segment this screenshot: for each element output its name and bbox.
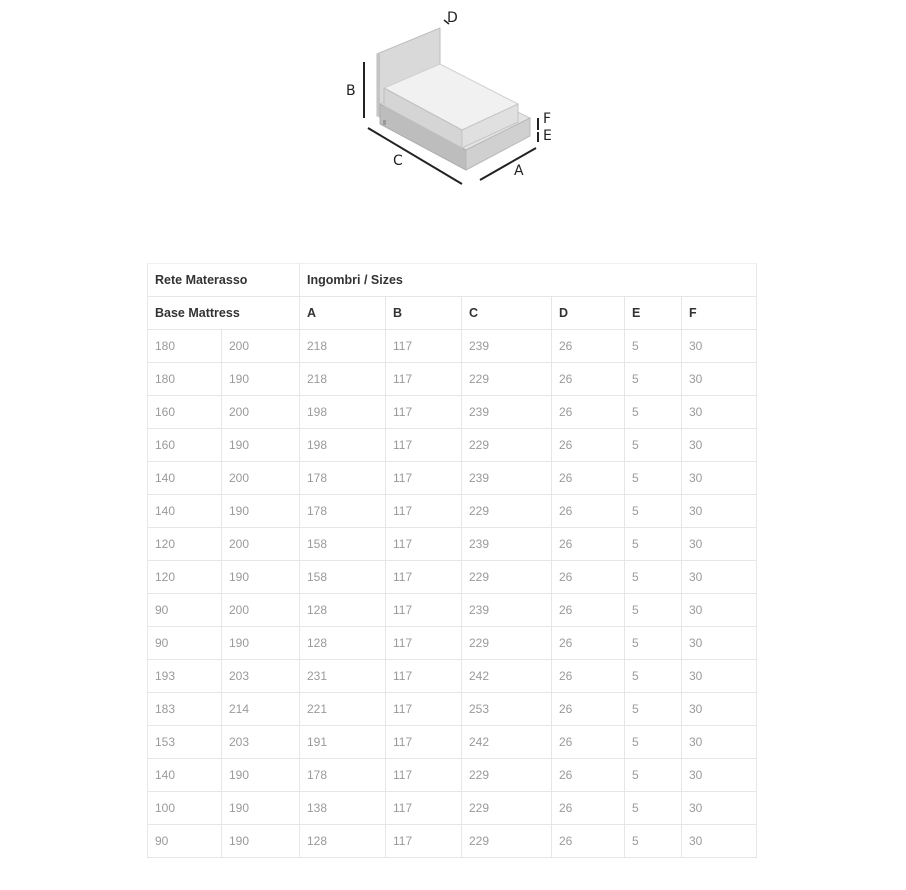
- table-cell: 30: [682, 495, 757, 528]
- table-cell: 26: [552, 693, 625, 726]
- table-cell: 229: [462, 759, 552, 792]
- table-cell: 30: [682, 396, 757, 429]
- table-cell: 117: [386, 363, 462, 396]
- table-cell: 90: [148, 594, 222, 627]
- table-cell: 30: [682, 825, 757, 858]
- table-cell: 26: [552, 792, 625, 825]
- table-cell: 229: [462, 825, 552, 858]
- table-cell: 30: [682, 363, 757, 396]
- table-row: [148, 462, 757, 495]
- header-col-e: E: [625, 297, 682, 330]
- table-row: [148, 792, 757, 825]
- dimension-label-f: F: [543, 111, 552, 127]
- table-cell: 117: [386, 429, 462, 462]
- table-cell: 30: [682, 627, 757, 660]
- table-cell: 117: [386, 495, 462, 528]
- table-cell: 200: [222, 594, 300, 627]
- table-cell: 117: [386, 462, 462, 495]
- table-cell: 30: [682, 462, 757, 495]
- table-cell: 253: [462, 693, 552, 726]
- table-header-row-1: [148, 264, 757, 297]
- table-cell: 128: [300, 825, 386, 858]
- table-header-row-2: [148, 297, 757, 330]
- table-cell: 26: [552, 330, 625, 363]
- table-cell: 200: [222, 396, 300, 429]
- table-cell: 229: [462, 561, 552, 594]
- sizes-table-body: [148, 264, 757, 858]
- dimension-label-d: D: [447, 10, 458, 26]
- table-cell: 180: [148, 330, 222, 363]
- sizes-table: [147, 263, 757, 858]
- dimension-label-b: B: [346, 83, 356, 99]
- table-cell: 190: [222, 792, 300, 825]
- table-cell: 5: [625, 330, 682, 363]
- table-cell: 190: [222, 429, 300, 462]
- table-cell: 5: [625, 462, 682, 495]
- table-cell: 26: [552, 594, 625, 627]
- table-cell: 178: [300, 759, 386, 792]
- table-cell: 30: [682, 660, 757, 693]
- table-cell: 242: [462, 660, 552, 693]
- table-cell: 191: [300, 726, 386, 759]
- table-cell: 30: [682, 726, 757, 759]
- table-cell: 180: [148, 363, 222, 396]
- table-row: [148, 396, 757, 429]
- table-cell: 90: [148, 825, 222, 858]
- table-cell: 229: [462, 363, 552, 396]
- table-cell: 30: [682, 330, 757, 363]
- table-cell: 100: [148, 792, 222, 825]
- table-cell: 5: [625, 693, 682, 726]
- table-cell: 214: [222, 693, 300, 726]
- table-cell: 242: [462, 726, 552, 759]
- table-row: [148, 627, 757, 660]
- table-cell: 190: [222, 363, 300, 396]
- table-cell: 160: [148, 396, 222, 429]
- table-cell: 117: [386, 561, 462, 594]
- table-cell: 200: [222, 528, 300, 561]
- table-cell: 117: [386, 396, 462, 429]
- table-cell: 117: [386, 825, 462, 858]
- table-cell: 26: [552, 825, 625, 858]
- table-cell: 5: [625, 792, 682, 825]
- table-cell: 178: [300, 462, 386, 495]
- table-cell: 117: [386, 660, 462, 693]
- header-col-b: B: [386, 297, 462, 330]
- table-cell: 231: [300, 660, 386, 693]
- header-rete-materasso: Rete Materasso: [148, 264, 300, 297]
- table-row: [148, 561, 757, 594]
- table-cell: 218: [300, 330, 386, 363]
- table-cell: 239: [462, 396, 552, 429]
- header-ingombri-sizes: Ingombri / Sizes: [300, 264, 757, 297]
- table-cell: 200: [222, 462, 300, 495]
- table-cell: 117: [386, 528, 462, 561]
- dimension-label-c: C: [393, 153, 403, 169]
- table-cell: 30: [682, 561, 757, 594]
- table-cell: 26: [552, 363, 625, 396]
- table-cell: 5: [625, 825, 682, 858]
- table-cell: 26: [552, 660, 625, 693]
- table-cell: 190: [222, 825, 300, 858]
- table-cell: 117: [386, 627, 462, 660]
- table-cell: 30: [682, 693, 757, 726]
- table-cell: 26: [552, 726, 625, 759]
- table-cell: 239: [462, 330, 552, 363]
- table-cell: 120: [148, 561, 222, 594]
- table-cell: 117: [386, 759, 462, 792]
- table-cell: 140: [148, 462, 222, 495]
- table-cell: 203: [222, 660, 300, 693]
- table-cell: 198: [300, 429, 386, 462]
- table-row: [148, 825, 757, 858]
- dimension-label-a: A: [514, 163, 524, 179]
- table-row: [148, 660, 757, 693]
- table-row: [148, 759, 757, 792]
- table-cell: 158: [300, 528, 386, 561]
- table-cell: 239: [462, 594, 552, 627]
- table-cell: 90: [148, 627, 222, 660]
- table-cell: 30: [682, 759, 757, 792]
- table-cell: 26: [552, 495, 625, 528]
- table-cell: 190: [222, 561, 300, 594]
- table-cell: 30: [682, 429, 757, 462]
- table-cell: 128: [300, 594, 386, 627]
- table-cell: 229: [462, 429, 552, 462]
- table-row: [148, 330, 757, 363]
- table-cell: 26: [552, 429, 625, 462]
- table-cell: 160: [148, 429, 222, 462]
- table-cell: 178: [300, 495, 386, 528]
- table-cell: 198: [300, 396, 386, 429]
- table-cell: 5: [625, 594, 682, 627]
- table-cell: 193: [148, 660, 222, 693]
- table-cell: 26: [552, 561, 625, 594]
- table-cell: 183: [148, 693, 222, 726]
- table-cell: 117: [386, 792, 462, 825]
- table-row: [148, 363, 757, 396]
- table-row: [148, 594, 757, 627]
- table-cell: 229: [462, 495, 552, 528]
- table-cell: 190: [222, 627, 300, 660]
- table-cell: 26: [552, 627, 625, 660]
- table-cell: 153: [148, 726, 222, 759]
- table-row: [148, 693, 757, 726]
- table-cell: 30: [682, 528, 757, 561]
- dimension-label-e: E: [543, 128, 552, 144]
- table-cell: 158: [300, 561, 386, 594]
- table-cell: 117: [386, 693, 462, 726]
- table-cell: 128: [300, 627, 386, 660]
- table-cell: 5: [625, 660, 682, 693]
- table-cell: 140: [148, 495, 222, 528]
- table-cell: 229: [462, 792, 552, 825]
- table-cell: 239: [462, 462, 552, 495]
- table-cell: 203: [222, 726, 300, 759]
- table-cell: 5: [625, 429, 682, 462]
- table-cell: 140: [148, 759, 222, 792]
- table-cell: 30: [682, 792, 757, 825]
- table-cell: 5: [625, 726, 682, 759]
- header-col-d: D: [552, 297, 625, 330]
- table-cell: 26: [552, 528, 625, 561]
- table-cell: 117: [386, 594, 462, 627]
- table-cell: 190: [222, 759, 300, 792]
- table-row: [148, 726, 757, 759]
- table-cell: 120: [148, 528, 222, 561]
- table-row: [148, 429, 757, 462]
- header-col-c: C: [462, 297, 552, 330]
- header-base-mattress: Base Mattress: [148, 297, 300, 330]
- table-cell: 117: [386, 726, 462, 759]
- table-cell: 5: [625, 396, 682, 429]
- header-col-f: F: [682, 297, 757, 330]
- table-cell: 117: [386, 330, 462, 363]
- table-row: [148, 528, 757, 561]
- table-row: [148, 495, 757, 528]
- table-cell: 5: [625, 363, 682, 396]
- table-cell: 5: [625, 495, 682, 528]
- table-cell: 26: [552, 759, 625, 792]
- table-cell: 229: [462, 627, 552, 660]
- table-cell: 26: [552, 396, 625, 429]
- header-col-a: A: [300, 297, 386, 330]
- table-cell: 221: [300, 693, 386, 726]
- table-cell: 138: [300, 792, 386, 825]
- bed-dimension-diagram: [340, 6, 570, 192]
- table-cell: 190: [222, 495, 300, 528]
- table-cell: 5: [625, 759, 682, 792]
- table-cell: 5: [625, 627, 682, 660]
- table-cell: 26: [552, 462, 625, 495]
- table-cell: 218: [300, 363, 386, 396]
- table-cell: 200: [222, 330, 300, 363]
- table-cell: 5: [625, 561, 682, 594]
- bed-illustration: [340, 6, 570, 192]
- table-cell: 239: [462, 528, 552, 561]
- table-cell: 5: [625, 528, 682, 561]
- table-cell: 30: [682, 594, 757, 627]
